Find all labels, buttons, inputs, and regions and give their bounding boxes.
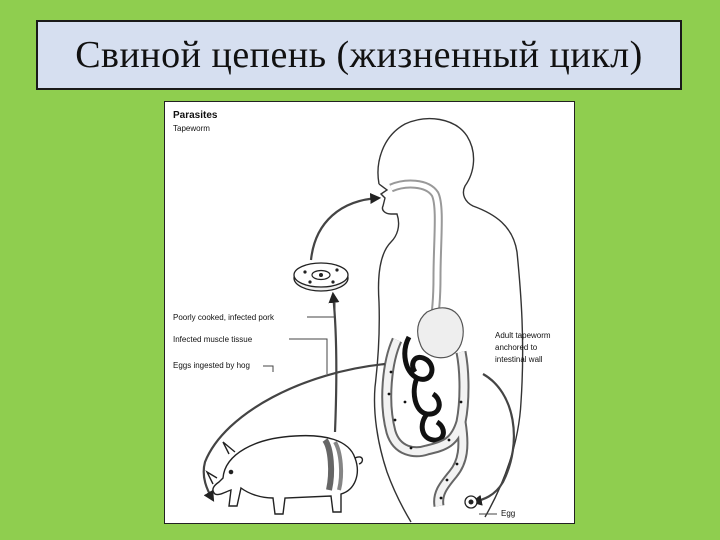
label-poorly-cooked-pork: Poorly cooked, infected pork — [173, 313, 274, 322]
arrow-intestine-to-egg — [473, 374, 514, 502]
label-infected-muscle-tissue: Infected muscle tissue — [173, 335, 253, 344]
label-eggs-ingested-by-hog: Eggs ingested by hog — [173, 361, 250, 370]
infected-pork-slice — [294, 263, 348, 291]
title-box — [36, 20, 682, 90]
label-egg: Egg — [501, 509, 516, 518]
figure-header: Parasites — [173, 110, 218, 121]
slide-title: Свиной цепень (жизненный цикл) — [75, 34, 643, 76]
label-adult-tapeworm-1: Adult tapeworm — [495, 331, 551, 340]
arrow-pork-to-mouth — [311, 198, 379, 260]
label-adult-tapeworm-2: anchored to — [495, 343, 538, 352]
figure-subheader: Tapeworm — [173, 124, 210, 133]
egg-icon — [465, 496, 477, 508]
pig-illustration — [207, 436, 362, 514]
lifecycle-figure — [164, 101, 575, 524]
lifecycle-diagram — [165, 102, 576, 525]
digestive-tract — [387, 184, 464, 506]
label-adult-tapeworm-3: intestinal wall — [495, 355, 543, 364]
